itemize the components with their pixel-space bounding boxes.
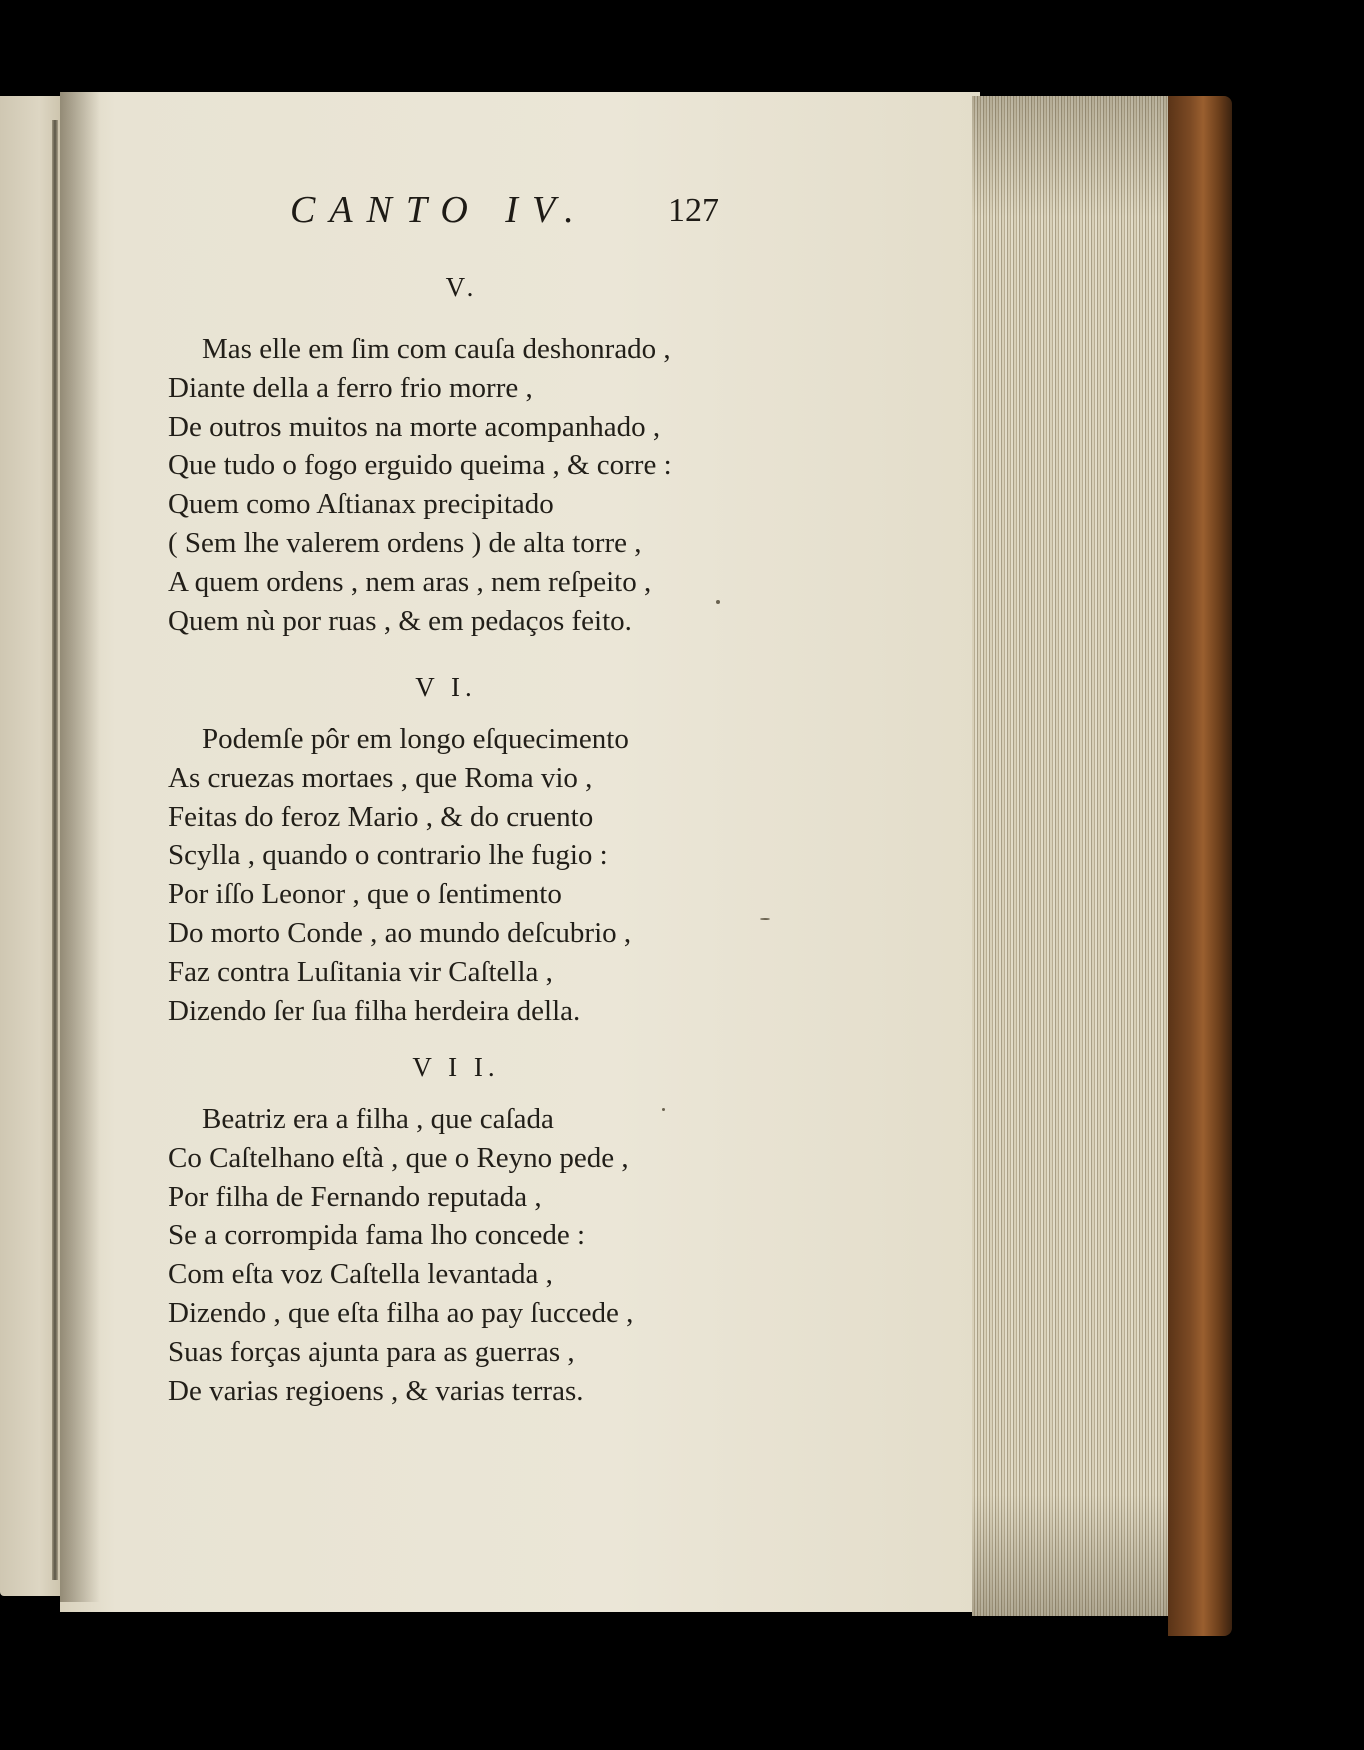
- verse-line: Quem nù por ruas , & em pedaços feito.: [168, 604, 632, 637]
- paper-speck: [760, 918, 770, 920]
- verse-line: A quem ordens , nem aras , nem reſpeito ,: [168, 565, 652, 598]
- gutter-shadow: [60, 92, 100, 1602]
- verse-line: Diante della a ferro frio morre ,: [168, 371, 533, 404]
- verse-line: Feitas do feroz Mario , & do cruento: [168, 800, 594, 833]
- verse-line: Do morto Conde , ao mundo deſcubrio ,: [168, 916, 632, 949]
- verse-line: Por iſſo Leonor , que o ſentimento: [168, 878, 562, 911]
- stanza-number: V.: [445, 272, 479, 302]
- paper-speck: [716, 600, 720, 604]
- verse-line: Com eſta voz Caſtella levantada ,: [168, 1258, 553, 1291]
- verse-line: Se a corrompida fama lho concede :: [168, 1219, 586, 1252]
- running-title: CANTO IV.: [290, 189, 588, 231]
- verse-line: Scylla , quando o contrario lhe fugio :: [168, 839, 608, 872]
- verse-line: Faz contra Luſitania vir Caſtella ,: [168, 955, 553, 988]
- verse-line: Dizendo , que eſta filha ao pay ſuccede ,: [168, 1296, 634, 1329]
- verse-line: Por filha de Fernando reputada ,: [168, 1180, 542, 1213]
- verse-line: Podemſe pôr em longo eſquecimento: [202, 723, 629, 755]
- verse-line: As cruezas mortaes , que Roma vio ,: [168, 761, 593, 794]
- verse-line: Beatriz era a filha , que caſada: [202, 1103, 554, 1135]
- leather-cover-edge: [1168, 96, 1232, 1636]
- verse-line: Que tudo o fogo erguido queima , & corre :: [168, 449, 672, 482]
- verse-line: ( Sem lhe valerem ordens ) de alta torre ,: [168, 526, 642, 559]
- verse-line: Co Caſtelhano eſtà , que o Reyno pede ,: [168, 1141, 629, 1174]
- verse-line: Dizendo ſer ſua filha herdeira della.: [168, 994, 581, 1027]
- verse-line: Suas forças ajunta para as guerras ,: [168, 1335, 575, 1368]
- verse-line: De outros muitos na morte acompanhado ,: [168, 410, 661, 443]
- verse-line: De varias regioens , & varias terras.: [168, 1374, 584, 1407]
- stanza-vi: [168, 720, 768, 1030]
- verse-line: Quem como Aſtianax precipitado: [168, 488, 554, 521]
- paper-speck: [662, 1108, 665, 1111]
- running-head: [290, 188, 790, 238]
- stanza-vii: [168, 1100, 768, 1410]
- page-block-fore-edge: [972, 96, 1174, 1616]
- verse-line: Mas elle em ſim com cauſa deshonrado ,: [202, 333, 671, 365]
- book-gutter-fold: [52, 120, 58, 1580]
- stanza-number: V I.: [415, 672, 477, 702]
- page-number: 127: [668, 192, 719, 229]
- stanza-v: [168, 330, 768, 640]
- stanza-number: V I I.: [412, 1052, 500, 1082]
